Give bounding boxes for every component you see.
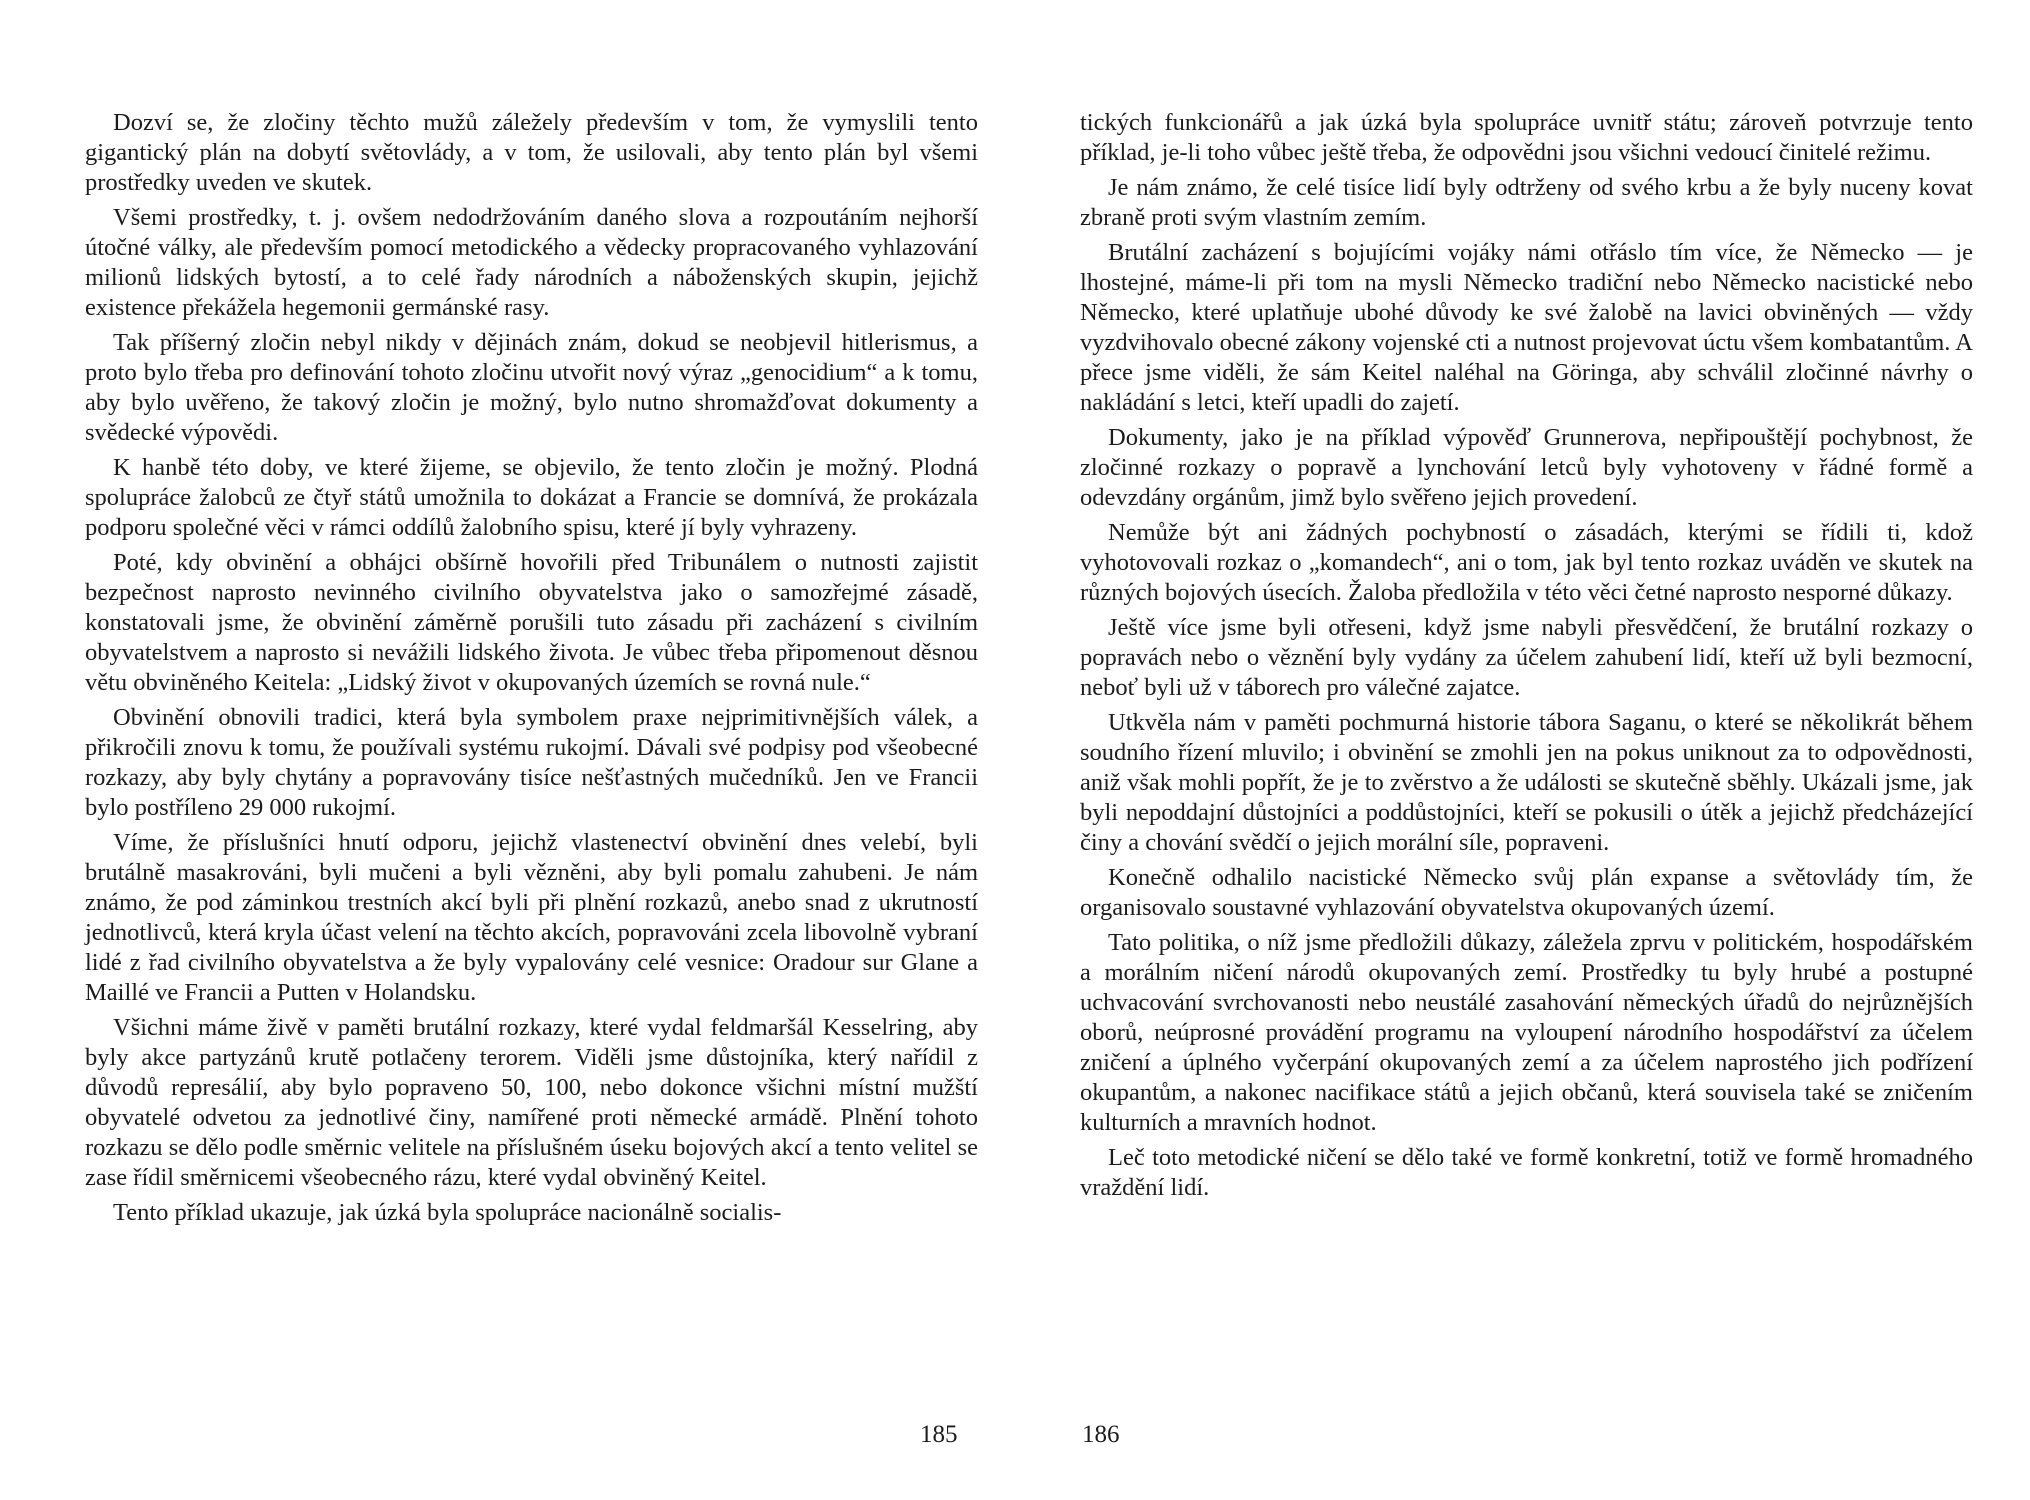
paragraph: Leč toto metodické ničení se dělo také ve formě konkretní, totiž ve formě hromadného vraždění lidí. [1080, 1144, 1973, 1201]
paragraph: Konečně odhalilo nacistické Německo svůj plán expanse a světovlády tím, že organisovalo soustavné vyhlazování obyvatelstva okupovaných území. [1080, 864, 1973, 921]
paragraph: K hanbě této doby, ve které žijeme, se objevilo, že tento zločin je možný. Plodná spolupráce žalobců ze čtyř států umožnila to dokázat a Francie se domnívá, že prokázala podporu společné věci v rámci oddílů žalobního spisu, které jí byly vyhrazeny. [85, 454, 978, 541]
paragraph: Nemůže být ani žádných pochybností o zásadách, kterými se řídili ti, kdož vyhotovovali rozkaz o „komandech“, ani o tom, jak byl tento rozkaz uváděn ve skutek na různých bojových úsecích. Žaloba předložila v této věci četné naprosto nesporné důkazy. [1080, 519, 1973, 606]
paragraph: Tato politika, o níž jsme předložili důkazy, záležela zprvu v politickém, hospodářském a morálním ničení národů okupovaných zemí. Prostředky tu byly hrubé a postupné uchvacování svrchovanosti nebo neustálé zasahování německých úřadů do nejrůznějších oborů, neúprosné provádění programu na vyloupení národního hospodářství za účelem zničení a úplného vyčerpání okupovaných zemí a za účelem naprostého jich podřízení okupantům, a nakonec nacifikace států a jejich občanů, která souvisela také se zničením kulturních a mravních hodnot. [1080, 929, 1973, 1136]
paragraph: Tento příklad ukazuje, jak úzká byla spolupráce nacionálně socialis- [113, 1199, 782, 1226]
paragraph-continuation: tických funkcionářů a jak úzká byla spolupráce uvnitř státu; zároveň potvrzuje tento příklad, je-li toho vůbec ještě třeba, že odpovědni jsou všichni vedoucí činitelé režimu. [1080, 109, 1973, 166]
paragraph: Dokumenty, jako je na příklad výpověď Grunnerova, nepřipouštějí pochybnost, že zločinné rozkazy o popravě a lynchování letců byly vyhotoveny v řádné formě a odevzdány orgánům, jimž bylo svěřeno jejich provedení. [1080, 424, 1973, 511]
paragraph: Utkvěla nám v paměti pochmurná historie tábora Saganu, o které se několikrát během soudního řízení mluvilo; i obvinění se zmohli jen na pokus uniknout za to odpovědnosti, aniž však mohli popřít, že je to zvěrstvo a že události se skutečně sběhly. Ukázali jsme, jak byli nepoddajní důstojníci a poddůstojníci, kteří se pokusili o útěk a jejichž předcházející činy a chování svědčí o jejich morální síle, popraveni. [1080, 709, 1973, 856]
left-page [85, 108, 978, 1233]
paragraph: Poté, kdy obvinění a obhájci obšírně hovořili před Tribunálem o nutnosti zajistit bezpečnost naprosto nevinného civilního obyvatelstva jako o samozřejmé zásadě, konstatovali jsme, že obvinění záměrně porušili tuto zásadu při zacházení s civilním obyvatelstvem a naprosto si nevážili lidského života. Je vůbec třeba připomenout děsnou větu obviněného Keitela: „Lidský život v okupovaných územích se rovná nule.“ [85, 549, 978, 696]
paragraph: Ještě více jsme byli otřeseni, když jsme nabyli přesvědčení, že brutální rozkazy o popravách nebo o věznění byly vydány za účelem zahubení lidí, kteří už byli bezmocní, neboť byli už v táborech pro válečné zajatce. [1080, 614, 1973, 701]
paragraph: Všichni máme živě v paměti brutální rozkazy, které vydal feldmaršál Kesselring, aby byly akce partyzánů krutě potlačeny terorem. Viděli jsme důstojníka, který nařídil z důvodů represálií, aby bylo popraveno 50, 100, nebo dokonce všichni místní mužští obyvatelé odvetou za jednotlivé činy, namířené proti německé armádě. Plnění tohoto rozkazu se dělo podle směrnic velitele na příslušném úseku bojových akcí a tento velitel se zase řídil směrnicemi všeobecného rázu, které vydal obviněný Keitel. [85, 1014, 978, 1191]
paragraph: Víme, že příslušníci hnutí odporu, jejichž vlastenectví obvinění dnes velebí, byli brutálně masakrováni, byli mučeni a byli vězněni, aby byli pomalu zahubeni. Je nám známo, že pod záminkou trestních akcí byli při plnění rozkazů, anebo snad z ukrutností jednotlivců, která kryla účast velení na těchto akcích, popravováni zcela libovolně vybraní lidé z řad civilního obyvatelstva a že byly vypalovány celé vesnice: Oradour sur Glane a Maillé ve Francii a Putten v Holandsku. [85, 829, 978, 1006]
right-page [1080, 108, 1973, 1208]
page-number: 186 [1082, 1421, 1120, 1448]
paragraph: Je nám známo, že celé tisíce lidí byly odtrženy od svého krbu a že byly nuceny kovat zbraně proti svým vlastním zemím. [1080, 174, 1973, 231]
paragraph: Tak příšerný zločin nebyl nikdy v dějinách znám, dokud se neobjevil hitlerismus, a proto bylo třeba pro definování tohoto zločinu utvořit nový výraz „genocidium“ a k tomu, aby bylo uvěřeno, že takový zločin je možný, bylo nutno shromažďovat dokumenty a svědecké výpovědi. [85, 329, 978, 446]
paragraph: Brutální zacházení s bojujícími vojáky námi otřáslo tím více, že Německo — je lhostejné, máme-li při tom na mysli Německo tradiční nebo Německo nacistické nebo Německo, které uplatňuje ubohé důvody ke své žalobě na lavici obviněných — vždy vyzdvihovalo obecné zákony vojenské cti a nutnost projevovat úctu všem kombatantům. A přece jsme viděli, že sám Keitel naléhal na Göringa, aby schválil zločinné návrhy o nakládání s letci, kteří upadli do zajetí. [1080, 239, 1973, 416]
paragraph: Dozví se, že zločiny těchto mužů záležely především v tom, že vymyslili tento gigantický plán na dobytí světovlády, a v tom, že usilovali, aby tento plán byl všemi prostředky uveden ve skutek. [85, 109, 978, 196]
page-number: 185 [920, 1421, 958, 1448]
paragraph: Všemi prostředky, t. j. ovšem nedodržováním daného slova a rozpoutáním nejhorší útočné války, ale především pomocí metodického a vědecky propracovaného vyhlazování milionů lidských bytostí, a to celé řady národních a náboženských skupin, jejichž existence překážela hegemonii germánské rasy. [85, 204, 978, 321]
paragraph: Obvinění obnovili tradici, která byla symbolem praxe nejprimitivnějších válek, a přikročili znovu k tomu, že používali systému rukojmí. Dávali své podpisy pod všeobecné rozkazy, aby byly chytány a popravovány tisíce nešťastných mučedníků. Jen ve Francii bylo postříleno 29 000 rukojmí. [85, 704, 978, 821]
